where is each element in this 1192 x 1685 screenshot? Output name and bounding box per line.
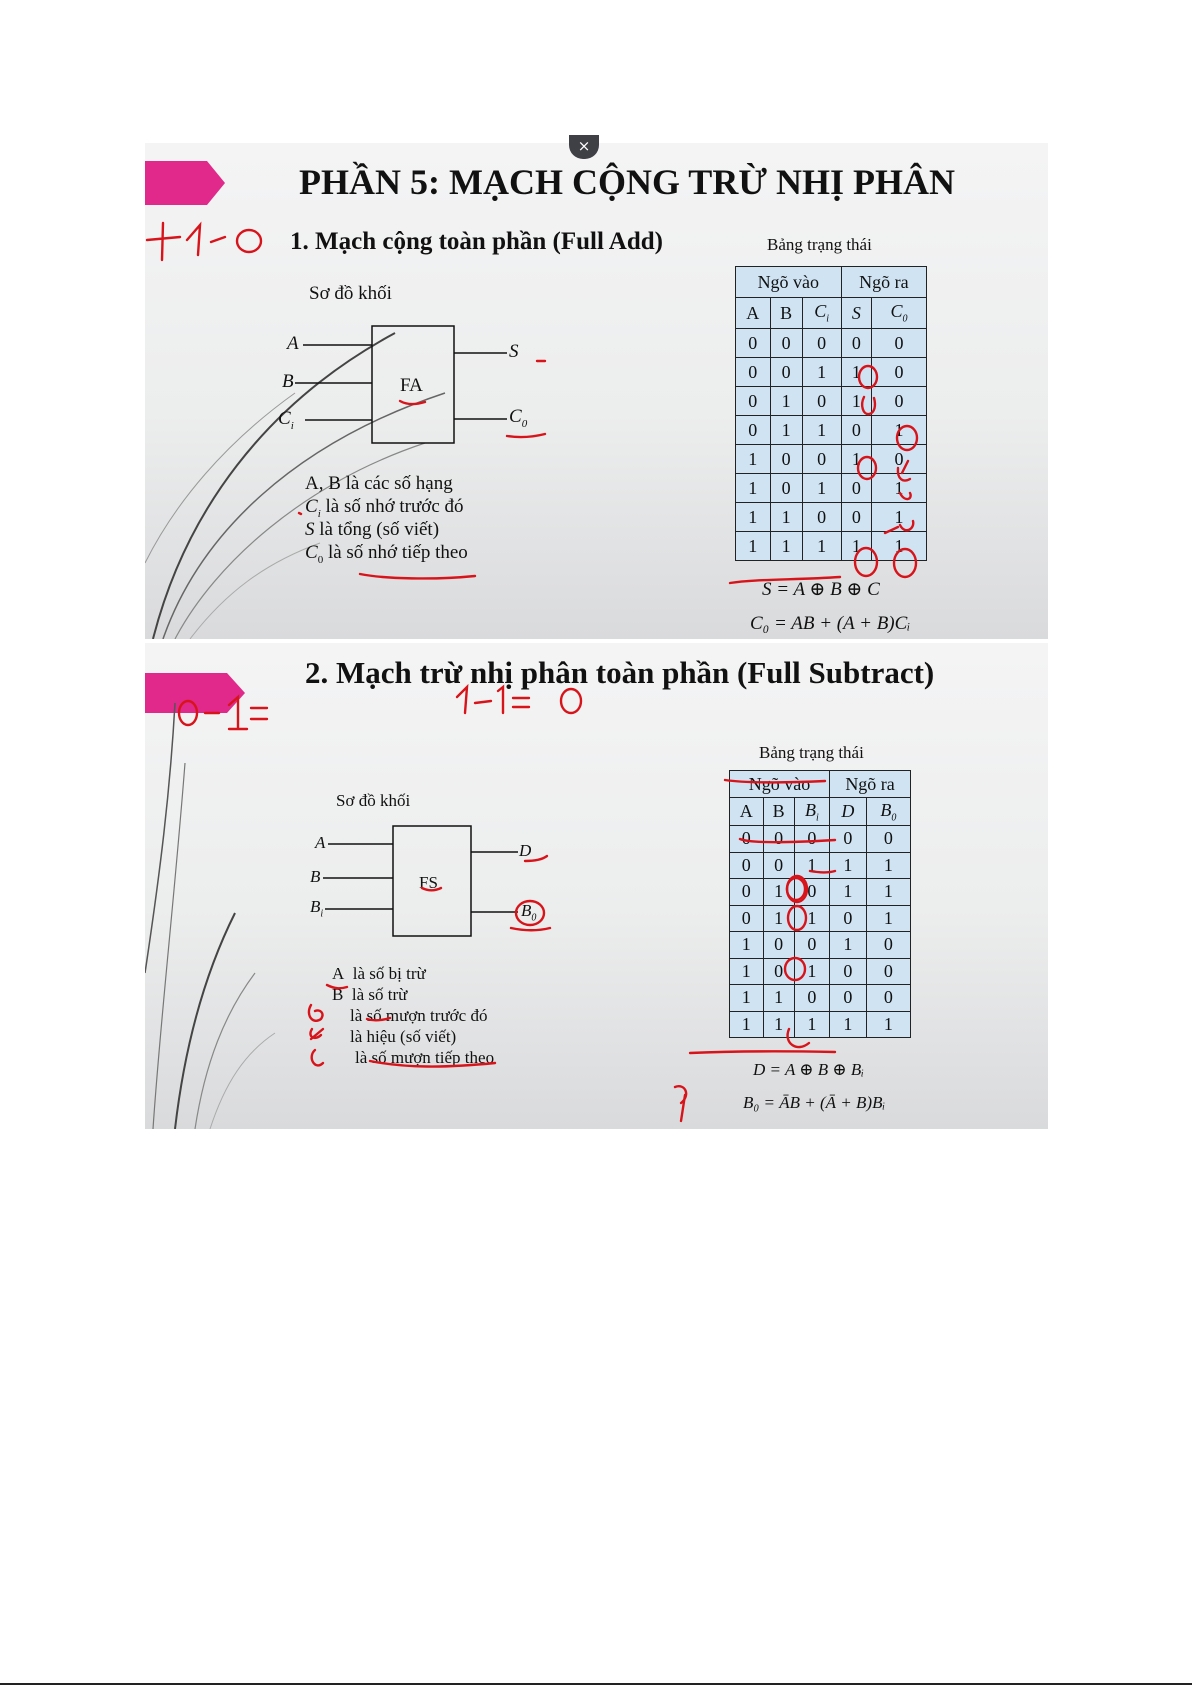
table-cell: 0: [794, 985, 829, 1012]
input-bi: $B_i$: [310, 897, 324, 920]
table-cell: 1: [736, 474, 771, 503]
truth-table: [729, 770, 911, 1038]
table-cell: 0: [736, 358, 771, 387]
table-cell: 1: [866, 852, 910, 879]
desc-line-2: B là số trừ: [332, 985, 408, 1004]
table-row: [736, 358, 927, 387]
table-row: [730, 985, 911, 1012]
table-cell: 0: [736, 329, 771, 358]
table-cell: 1: [770, 387, 802, 416]
table-cell: 0: [794, 879, 829, 906]
table-cell: 1: [830, 932, 867, 959]
table-cell: 1: [872, 416, 927, 445]
table-cell: 0: [872, 445, 927, 474]
table-row: [736, 445, 927, 474]
table-cell: 0: [802, 329, 841, 358]
slide-full-adder: [145, 143, 1048, 639]
desc-line-4: là hiệu (số viết): [350, 1027, 457, 1046]
table-row: [730, 852, 911, 879]
desc-line-5: là số mượn tiếp theo: [355, 1048, 495, 1067]
table-row: [730, 932, 911, 959]
table-cell: 0: [872, 329, 927, 358]
output-d: D: [519, 841, 532, 860]
table-cell: 1: [866, 905, 910, 932]
table-cell: 0: [841, 474, 871, 503]
desc-line-2: $C_i$ là số nhớ trước đó: [305, 496, 464, 520]
block-name: FS: [419, 873, 438, 892]
desc-line-4: $C_0$ là số nhớ tiếp theo: [305, 542, 468, 566]
slide-full-subtractor: [145, 643, 1048, 1129]
table-cell: 0: [770, 358, 802, 387]
group-inputs: Ngõ vào: [736, 267, 842, 298]
table-cell: 1: [730, 985, 764, 1012]
table-cell: 1: [763, 985, 794, 1012]
table-cell: 1: [770, 416, 802, 445]
table-cell: 1: [830, 879, 867, 906]
table-row: [736, 532, 927, 561]
table-cell: 0: [830, 985, 867, 1012]
table-cell: 1: [802, 474, 841, 503]
table-cell: 0: [770, 474, 802, 503]
table-row: [730, 1011, 911, 1038]
table-cell: 0: [866, 826, 910, 853]
table-row: [736, 503, 927, 532]
desc-line-1: A là số bị trừ: [332, 964, 426, 983]
table-cell: 0: [794, 932, 829, 959]
close-button[interactable]: ×: [569, 135, 599, 159]
accent-arrow: [145, 161, 225, 205]
table-header-row: A B $C_i$ S $C_0$: [736, 298, 927, 329]
table-cell: 1: [763, 879, 794, 906]
section-heading: 2. Mạch trừ nhị phân toàn phần (Full Subtract): [305, 655, 935, 690]
formula-difference: D = A ⊕ B ⊕ Bᵢ: [753, 1060, 864, 1079]
table-cell: 0: [770, 329, 802, 358]
table-cell: 1: [736, 445, 771, 474]
slide-title: PHẦN 5: MẠCH CỘNG TRỪ NHỊ PHÂN: [299, 162, 955, 202]
group-inputs: Ngõ vào: [730, 771, 830, 798]
table-cell: 1: [730, 1011, 764, 1038]
table-cell: 1: [794, 852, 829, 879]
output-b0: $B_0$: [521, 901, 537, 924]
input-ci: $C_i$: [278, 408, 294, 432]
formula-carry: C₀ = AB + (A + B)Cᵢ: [750, 613, 911, 634]
table-cell: 1: [866, 1011, 910, 1038]
table-cell: 0: [730, 905, 764, 932]
table-cell: 0: [866, 932, 910, 959]
table-cell: 0: [763, 852, 794, 879]
table-cell: 0: [830, 958, 867, 985]
table-cell: 0: [730, 826, 764, 853]
table-cell: 0: [830, 826, 867, 853]
input-b: B: [282, 371, 294, 392]
table-cell: 0: [872, 387, 927, 416]
table-cell: 0: [802, 387, 841, 416]
table-row: [736, 416, 927, 445]
table-cell: 0: [770, 445, 802, 474]
input-a: A: [287, 333, 299, 354]
table-cell: 1: [802, 532, 841, 561]
table-row: [730, 826, 911, 853]
table-cell: 1: [841, 532, 871, 561]
table-cell: 1: [802, 358, 841, 387]
table-cell: 1: [841, 387, 871, 416]
table-cell: 1: [830, 1011, 867, 1038]
table-header-row: A B $B_i$ D $B_0$: [730, 798, 911, 826]
table-cell: 0: [841, 329, 871, 358]
table-cell: 0: [794, 826, 829, 853]
table-cell: 1: [794, 905, 829, 932]
block-diagram-label: Sơ đồ khối: [336, 791, 411, 810]
group-outputs: Ngõ ra: [830, 771, 911, 798]
block-name: FA: [400, 375, 423, 396]
table-cell: 0: [830, 905, 867, 932]
desc-line-1: A, B là các số hạng: [305, 473, 453, 494]
truth-table-title: Bảng trạng thái: [767, 235, 872, 254]
table-cell: 1: [763, 1011, 794, 1038]
table-row: [730, 958, 911, 985]
table-cell: 0: [841, 416, 871, 445]
table-cell: 0: [872, 358, 927, 387]
section-heading: 1. Mạch cộng toàn phần (Full Add): [290, 228, 663, 255]
table-cell: 1: [730, 958, 764, 985]
table-row: [736, 329, 927, 358]
table-cell: 0: [730, 879, 764, 906]
table-cell: 0: [763, 932, 794, 959]
table-cell: 1: [736, 532, 771, 561]
truth-table-title: Bảng trạng thái: [759, 743, 864, 762]
table-row: [730, 879, 911, 906]
table-cell: 0: [802, 445, 841, 474]
table-row: [730, 905, 911, 932]
table-cell: 0: [736, 416, 771, 445]
table-cell: 1: [770, 503, 802, 532]
table-cell: 0: [763, 958, 794, 985]
table-cell: 1: [872, 474, 927, 503]
table-cell: 0: [736, 387, 771, 416]
output-s: S: [509, 341, 519, 362]
table-cell: 1: [770, 532, 802, 561]
table-cell: 1: [830, 852, 867, 879]
table-cell: 1: [872, 532, 927, 561]
table-cell: 1: [841, 445, 871, 474]
table-cell: 1: [763, 905, 794, 932]
table-cell: 1: [730, 932, 764, 959]
table-cell: 0: [866, 958, 910, 985]
table-row: [736, 387, 927, 416]
input-b: B: [310, 867, 321, 886]
table-cell: 1: [794, 958, 829, 985]
formula-borrow: B₀ = ĀB + (Ā + B)Bᵢ: [743, 1093, 886, 1112]
formula-sum: S = A ⊕ B ⊕ C: [762, 579, 880, 600]
table-cell: 1: [802, 416, 841, 445]
truth-table: [735, 266, 927, 561]
block-diagram-label: Sơ đồ khối: [309, 283, 392, 304]
accent-arrow: [145, 673, 245, 713]
input-a: A: [315, 833, 326, 852]
table-cell: 0: [763, 826, 794, 853]
table-cell: 0: [730, 852, 764, 879]
table-cell: 1: [736, 503, 771, 532]
table-cell: 1: [872, 503, 927, 532]
output-c0: $C_0$: [509, 406, 528, 430]
table-cell: 0: [866, 985, 910, 1012]
table-row: [736, 474, 927, 503]
desc-line-3: là số mượn trước đó: [350, 1006, 488, 1025]
table-cell: 0: [802, 503, 841, 532]
slide-decoration: [145, 643, 1048, 1129]
group-outputs: Ngõ ra: [841, 267, 926, 298]
table-cell: 1: [841, 358, 871, 387]
desc-line-3: S là tổng (số viết): [305, 519, 440, 540]
table-cell: 0: [841, 503, 871, 532]
table-cell: 1: [794, 1011, 829, 1038]
table-cell: 1: [866, 879, 910, 906]
